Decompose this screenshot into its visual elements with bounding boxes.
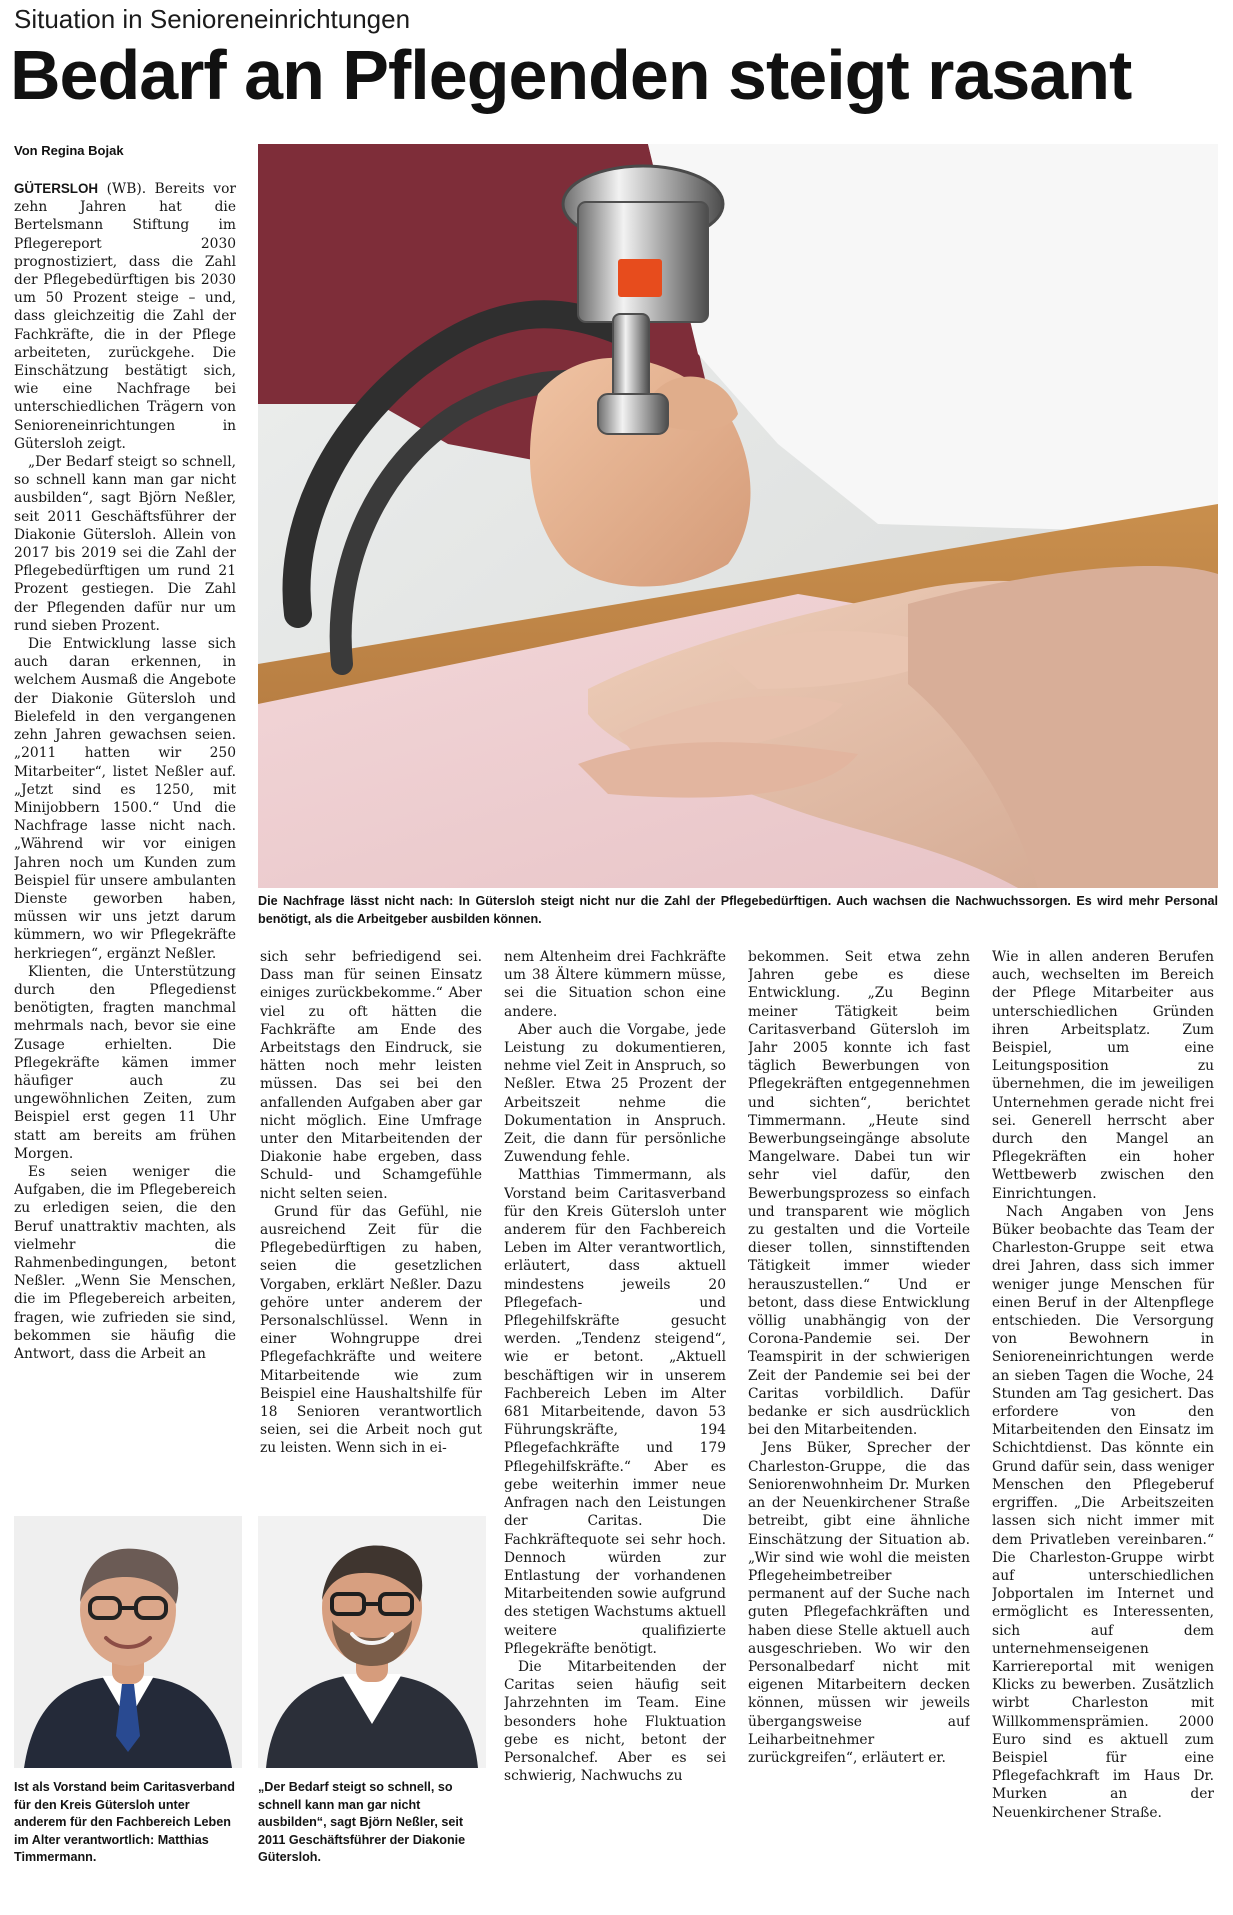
article-column-1 [14,180,236,1496]
portrait-person-2 [258,1516,486,1768]
article-column-4 [748,948,970,1888]
article-paragraph: Grund für das Gefühl, nie ausreichend Zeit für die Pflegebedürftigen zu haben, seien die gesetzlichen Vorgaben, erklärt Neßler. Dazu gehöre unter anderem der Personalschlüssel. Wenn in einer Wohngruppe drei Pflegefachkräfte und weitere Mitarbeitende wie zum Beispiel eine Haushaltshilfe für 18 Senioren verantwortlich seien, sei die Arbeit noch gut zu leisten. Wenn sich in ei- [260,1203,482,1457]
blood-pressure-illustration [258,144,1218,888]
gauge-screw [598,394,668,434]
article-paragraph: sich sehr befriedigend sei. Dass man für seinen Einsatz einiges zurückbekomme.“ Aber viel zu oft hätten die Fachkräfte am Ende des Arbeitstags den Eindruck, sie hätten noch mehr leisten müssen. Das sei bei den anfallenden Aufgaben aber gar nicht möglich. Eine Umfrage unter den Mitarbeitenden der Diakonie habe ergeben, dass Schuld- und Schamgefühle nicht selten seien. [260,949,482,1202]
article-paragraph: Matthias Timmermann, als Vorstand beim Caritasverband für den Kreis Gütersloh unter anderem für den Fachbereich Leben im Alter verantwortlich, erläutert, dass aktuell mindestens jeweils 20 Pflegefach- und Pflegehilfskräfte gesucht werden. „Tendenz steigend“, wie er betont. „Aktuell beschäftigen wir in unserem Fachbereich Leben im Alter 681 Mitarbeitende, davon 53 Führungskräfte, 194 Pflegefachkräfte und 179 Pflegehilfskräfte.“ Aber es gebe weiterhin immer neue Anfragen nach den Leistungen der Caritas. Die Fachkräftequote sei sehr hoch. Dennoch würden zur Entlastung der vorhandenen Mitarbeitenden sowie aufgrund des stetigen Wachstums aktuell weitere qualifizierte Pflegekräfte benötigt. [504,1167,726,1657]
main-photo-caption: Die Nachfrage lässt nicht nach: In Gütersloh steigt nicht nur die Zahl der Pflegebedürftigen. Auch wachsen die Nachwuchssorgen. Es wird mehr Personal benötigt, als die Arbeitgeber ausbilden können. [258,894,1218,926]
portrait-caption-2: „Der Bedarf steigt so schnell, so schnell kann man gar nicht ausbilden“, sagt Björn Neßler, seit 2011 Geschäftsführer der Diakonie Gütersloh. [258,1780,466,1865]
headline: Bedarf an Pflegenden steigt rasant [10,36,1132,114]
article-paragraph-text: (WB). Bereits vor zehn Jahren hat die Bertelsmann Stiftung im Pflegereport 2030 prognostiziert, dass die Zahl der Pflegebedürftigen bis 2030 um 50 Prozent steige – und, dass gleichzeitig die Zahl der Fachkräfte, die in der Pflege arbeiteten, zurückgehe. Die Einschätzung bestätigt sich, wie eine Nachfrage bei unterschiedlichen Trägern von Senioreneinrichtungen in Gütersloh zeigt. [14,181,236,452]
article-paragraph: „Der Bedarf steigt so schnell, so schnell kann man gar nicht ausbilden“, sagt Björn Neßler, seit 2011 Geschäftsführer der Diakonie Gütersloh. Allein von 2017 bis 2019 sei die Zahl der Pflegebedürftigen um rund 21 Prozent gestiegen. Die Zahl der Pflegenden dafür nur um rund sieben Prozent. [14,454,236,634]
article-column-3 [504,948,726,1888]
dateline: GÜTERSLOH [14,181,99,196]
portrait-timmermann [14,1516,242,1768]
article-paragraph: Jens Büker, Sprecher der Charleston-Gruppe, die das Seniorenwohnheim Dr. Murken an der Neuenkirchener Straße betreibt, gibt eine ähnliche Einschätzung der Situation ab. „Wir sind wie wohl die meisten Pflegeheimbetreiber permanent auf der Suche nach guten Pflegefachkräften und haben diese Stelle aktuell auch ausgeschrieben. Wo wir den Personalbedarf nicht mit eigenen Mitarbeitern decken können, müssen wir jeweils übergangsweise auf Leiharbeitnehmer zurückgreifen“, erläutert er. [748,1440,970,1766]
main-photo [258,144,1218,888]
article-paragraph: Die Mitarbeitenden der Caritas seien häufig seit Jahrzehnten im Team. Eine besonders hohe Fluktuation gebe es nicht, betont der Personalchef. Aber es sei schwierig, Nachwuchs zu [504,1658,726,1785]
article-paragraph: Es seien weniger die Aufgaben, die im Pflegebereich zu erledigen seien, die den Beruf unattraktiv machten, als vielmehr die Rahmenbedingungen, betont Neßler. „Wenn Sie Menschen, die im Pflegebereich arbeiten, fragen, wie zufrieden sie sind, bekommen sie häufig die Antwort, dass die Arbeit an [14,1163,236,1362]
article-paragraph: Wie in allen anderen Berufen auch, wechselten im Bereich der Pflege Mitarbeiter aus unterschiedlichen Gründen ihren Arbeitsplatz. Zum Beispiel, um eine Leitungsposition zu übernehmen, die im jeweiligen Unternehmen gerade nicht frei sei. Generell herrscht aber durch den Mangel an Pflegekräften ein hoher Wettbewerb zwischen den Einrichtungen. [992,949,1214,1202]
portrait-caption-1: Ist als Vorstand beim Caritasverband für den Kreis Gütersloh unter anderem für den Fachbereich Leben im Alter verantwortlich: Matthias Timmermann. [14,1780,235,1865]
portrait-nessler [258,1516,486,1768]
article-column-5 [992,948,1214,1888]
article-paragraph [14,180,236,453]
gauge-orange-valve [618,259,662,297]
article-paragraph: nem Altenheim drei Fachkräfte um 38 Ältere kümmern müsse, sei die Situation schon eine andere. [504,949,726,1020]
byline: Von Regina Bojak [14,143,124,158]
article-paragraph: Nach Angaben von Jens Büker beobachte das Team der Charleston-Gruppe seit etwa drei Jahren, dass sich immer weniger junge Menschen für einen Beruf in der Altenpflege entschieden. Die Versorgung von Bewohnern in Senioreneinrichtungen werde an sieben Tagen die Woche, 24 Stunden am Tag gesichert. Das erfordere von den Mitarbeitenden den Einsatz im Schichtdienst. Das könnte ein Grund dafür sein, dass weniger Menschen den Pflegeberuf ergriffen. „Die Arbeitszeiten lassen sich nicht immer mit dem Privatleben vereinbaren.“ Die Charleston-Gruppe wirbt auf unterschiedlichen Jobportalen im Internet und ermöglicht es Interessenten, sich auf dem unternehmenseigenen Karriereportal mit wenigen Klicks zu bewerben. Zusätzlich wirbt Charleston mit Willkommensprämien. 2000 Euro sind es aktuell zum Beispiel für eine Pflegefachkraft im Haus Dr. Murken an der Neuenkirchener Straße. [992,1203,1214,1821]
article-paragraph: Die Entwicklung lasse sich auch daran erkennen, in welchem Ausmaß die Angebote der Diakonie Gütersloh und Bielefeld in den vergangenen zehn Jahren gewachsen seien. „2011 hatten wir 250 Mitarbeiter“, listet Neßler auf. „Jetzt sind es 1250, mit Minijobbern 1500.“ Und die Nachfrage lasse nicht nach. „Während wir vor einigen Jahren noch um Kunden zum Beispiel für unsere ambulanten Dienste geworben haben, müssen wir uns jetzt darum kümmern, wo wir Pflegekräfte herkriegen“, ergänzt Neßler. [14,636,236,962]
portrait-person-1 [14,1516,242,1768]
article-column-2 [260,948,482,1496]
kicker: Situation in Senioreneinrichtungen [14,4,411,34]
article-paragraph: Aber auch die Vorgabe, jede Leistung zu dokumentieren, nehme viel Zeit in Anspruch, so Neßler. Etwa 25 Prozent der Arbeitszeit nehme die Dokumentation in Anspruch. Zeit, die dann für persönliche Zuwendung fehle. [504,1021,726,1166]
article-paragraph: Klienten, die Unterstützung durch den Pflegedienst benötigten, fragten manchmal mehrmals nach, bevor sie eine Zusage erhielten. Die Pflegekräfte kämen immer häufiger auch zu ungewöhnlichen Zeiten, zum Beispiel erst gegen 11 Uhr statt am bereits am frühen Morgen. [14,963,236,1162]
article-paragraph: bekommen. Seit etwa zehn Jahren gebe es diese Entwicklung. „Zu Beginn meiner Tätigkeit beim Caritasverband Gütersloh im Jahr 2005 konnte ich fast täglich Bewerbungen von Pflegekräften entgegennehmen und sichten“, berichtet Timmermann. „Heute sind Bewerbungseingänge absolute Mangelware. Dabei tun wir sehr viel dafür, den Bewerbungsprozess so einfach und transparent wie möglich zu gestalten und die Vorteile dieser tollen, sinnstiftenden Tätigkeit immer wieder herauszustellen.“ Und er betont, dass diese Entwicklung völlig unabhängig von der Corona-Pandemie sei. Der Teamspirit in der schwierigen Zeit der Pandemie sei bei der Caritas vorbildlich. Dafür bedanke er sich ausdrücklich bei den Mitarbeitenden. [748,949,970,1439]
